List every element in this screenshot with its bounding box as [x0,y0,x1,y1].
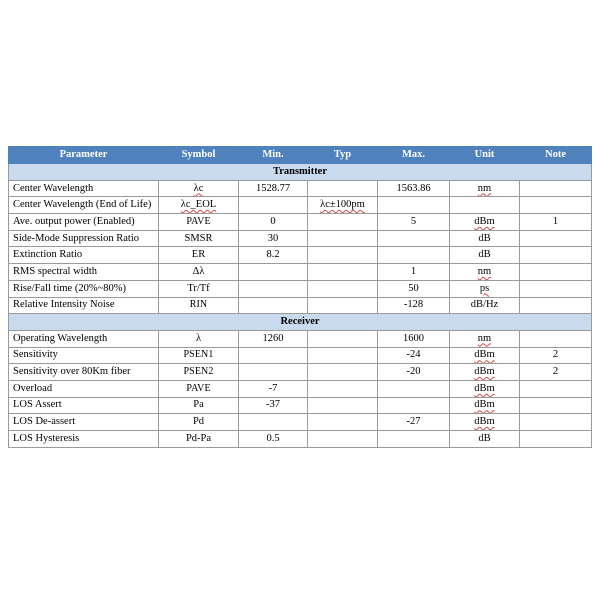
cell-note [520,214,592,231]
cell-text: λc_EOL [180,199,217,211]
cell-unit [450,197,520,214]
cell-parameter [9,214,159,231]
cell-text: 2 [552,366,559,378]
cell-max [378,431,450,448]
cell-symbol [159,414,239,431]
cell-parameter [9,297,159,314]
cell-max [378,347,450,364]
cell-max [378,380,450,397]
cell-min [239,414,308,431]
cell-text: 1 [552,215,559,227]
cell-min [239,214,308,231]
cell-parameter [9,247,159,264]
cell-note [520,297,592,314]
cell-typ [308,431,378,448]
cell-note [520,180,592,197]
cell-min [239,397,308,414]
table-row [9,264,592,281]
cell-max [378,197,450,214]
cell-typ [308,247,378,264]
cell-min [239,330,308,347]
cell-text: λc±100pm [320,199,365,211]
cell-typ [308,214,378,231]
cell-text: Sensitivity over 80Km fiber [13,366,131,378]
cell-text: dBm [474,366,495,378]
cell-unit [450,330,520,347]
cell-symbol [159,214,239,231]
cell-typ [308,330,378,347]
cell-text: λc [193,182,204,194]
cell-parameter [9,197,159,214]
cell-unit [450,297,520,314]
cell-text: 1528.77 [255,182,291,194]
cell-text: dBm [474,215,495,227]
cell-text: 1260 [262,332,284,344]
cell-text: Overload [13,382,53,394]
cell-parameter [9,380,159,397]
cell-max [378,264,450,281]
cell-text: 1563.86 [396,182,431,194]
table-row [9,380,592,397]
cell-text: dB [478,249,491,261]
cell-text: 30 [267,232,279,244]
cell-text: Side-Mode Suppression Ratio [13,232,139,244]
cell-text: Sensitivity [13,349,58,361]
cell-unit [450,230,520,247]
column-header-symbol: Symbol [159,147,239,164]
cell-max [378,180,450,197]
cell-note [520,280,592,297]
cell-symbol [159,180,239,197]
cell-text: 1 [410,265,417,277]
cell-symbol [159,197,239,214]
column-header-min: Min. [239,147,308,164]
cell-text: -20 [406,366,421,378]
section-row [9,164,592,181]
cell-typ [308,397,378,414]
cell-text: Center Wavelength (End of Life) [13,199,152,211]
cell-min [239,431,308,448]
cell-typ [308,180,378,197]
cell-parameter [9,347,159,364]
cell-typ [308,297,378,314]
cell-text: 50 [408,282,419,294]
cell-unit [450,380,520,397]
cell-text: nm [477,182,492,194]
table-row [9,180,592,197]
table-row [9,397,592,414]
cell-max [378,397,450,414]
table-row [9,214,592,231]
cell-text: Tr/Tf [187,282,210,294]
cell-parameter [9,364,159,381]
cell-text: 1600 [403,332,424,344]
cell-symbol [159,364,239,381]
cell-typ [308,280,378,297]
cell-text: PSEN2 [183,366,214,378]
cell-note [520,414,592,431]
cell-note [520,247,592,264]
cell-min [239,297,308,314]
cell-min [239,264,308,281]
cell-typ [308,364,378,381]
cell-text: ER [191,249,206,261]
cell-min [239,197,308,214]
cell-text: -24 [406,349,421,361]
column-header-max: Max. [378,147,450,164]
cell-text: PAVE [186,382,211,394]
column-header-parameter: Parameter [9,147,159,164]
cell-max [378,280,450,297]
cell-symbol [159,347,239,364]
table-row [9,280,592,297]
cell-text: dB/Hz [470,299,499,311]
cell-max [378,247,450,264]
cell-note [520,431,592,448]
cell-max [378,214,450,231]
cell-unit [450,397,520,414]
section-title: Receiver [9,314,592,331]
cell-text: dB [478,432,491,444]
cell-parameter [9,397,159,414]
cell-min [239,280,308,297]
cell-text: Ave. output power (Enabled) [13,215,135,227]
cell-max [378,330,450,347]
cell-max [378,230,450,247]
cell-text: Rise/Fall time (20%~80%) [13,282,126,294]
cell-symbol [159,297,239,314]
table-row [9,330,592,347]
cell-text: LOS Assert [13,399,62,411]
cell-text: nm [477,265,492,277]
cell-note [520,330,592,347]
cell-text: 8.2 [266,249,280,261]
cell-parameter [9,414,159,431]
cell-text: Relative Intensity Noise [13,299,115,311]
cell-text: λ [195,332,202,344]
cell-max [378,297,450,314]
cell-text: ps [479,282,490,294]
cell-parameter [9,230,159,247]
cell-symbol [159,264,239,281]
cell-symbol [159,431,239,448]
header-row [9,147,592,164]
table-row [9,414,592,431]
cell-note [520,380,592,397]
cell-text: PAVE [186,215,211,227]
cell-text: dBm [474,382,495,394]
cell-unit [450,180,520,197]
column-header-typ: Typ [308,147,378,164]
cell-text: 5 [410,215,417,227]
cell-unit [450,264,520,281]
cell-text: nm [477,332,492,344]
cell-typ [308,197,378,214]
cell-parameter [9,280,159,297]
cell-text: SMSR [184,232,213,244]
column-header-unit: Unit [450,147,520,164]
cell-note [520,230,592,247]
cell-typ [308,347,378,364]
table-body [9,164,592,448]
cell-note [520,364,592,381]
cell-text: Δλ [192,265,205,277]
cell-max [378,414,450,431]
cell-text: Pa [193,399,204,411]
cell-parameter [9,330,159,347]
cell-text: 2 [552,349,559,361]
cell-symbol [159,330,239,347]
cell-note [520,264,592,281]
cell-text: Center Wavelength [13,182,94,194]
cell-unit [450,247,520,264]
table-row [9,364,592,381]
cell-min [239,247,308,264]
cell-text: dBm [474,399,495,411]
cell-symbol [159,280,239,297]
cell-text: dB [478,232,491,244]
cell-min [239,364,308,381]
cell-unit [450,414,520,431]
cell-text: 0 [270,215,276,227]
cell-parameter [9,180,159,197]
cell-parameter [9,264,159,281]
cell-symbol [159,397,239,414]
cell-text: PSEN1 [183,349,214,361]
cell-parameter [9,431,159,448]
cell-symbol [159,247,239,264]
cell-max [378,364,450,381]
cell-note [520,397,592,414]
table-row [9,297,592,314]
cell-text: 0.5 [266,432,280,444]
cell-text: Pd-Pa [185,432,212,444]
cell-text: -37 [266,399,280,411]
cell-min [239,380,308,397]
cell-note [520,197,592,214]
spec-table [8,146,592,448]
cell-text: -7 [268,382,278,394]
cell-typ [308,230,378,247]
cell-min [239,230,308,247]
cell-typ [308,264,378,281]
cell-unit [450,347,520,364]
cell-text: Extinction Ratio [13,249,83,261]
cell-unit [450,431,520,448]
cell-text: dBm [474,349,495,361]
cell-typ [308,380,378,397]
cell-unit [450,364,520,381]
cell-text: -27 [406,416,421,428]
cell-text: LOS Hysteresis [13,432,80,444]
cell-note [520,347,592,364]
cell-unit [450,214,520,231]
cell-text: RIN [189,299,208,311]
table-row [9,347,592,364]
column-header-note: Note [520,147,592,164]
cell-text: LOS De-assert [13,416,76,428]
table-row [9,230,592,247]
cell-min [239,180,308,197]
cell-symbol [159,380,239,397]
cell-min [239,347,308,364]
cell-text: Pd [192,416,205,428]
table-row [9,197,592,214]
cell-text: dBm [474,416,495,428]
cell-symbol [159,230,239,247]
table-row [9,247,592,264]
cell-text: RMS spectral width [13,265,97,277]
section-row [9,314,592,331]
section-title: Transmitter [9,164,592,181]
cell-unit [450,280,520,297]
cell-text: Operating Wavelength [13,332,108,344]
table-row [9,431,592,448]
cell-typ [308,414,378,431]
cell-text: -128 [403,299,424,311]
